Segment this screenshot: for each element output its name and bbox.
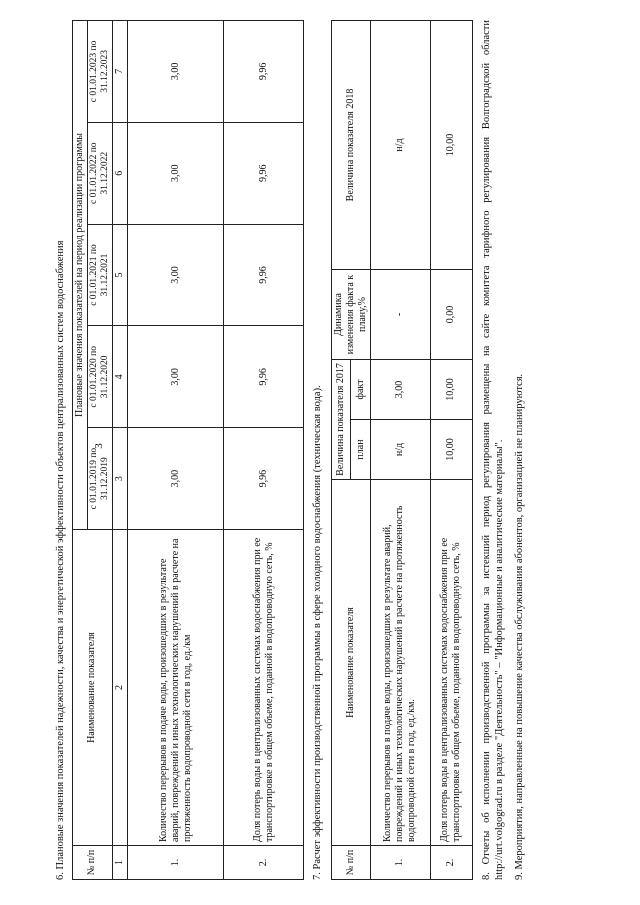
section7-table (331, 20, 473, 880)
page-number: 3 (92, 443, 105, 449)
row-fact: 10,00 (430, 360, 472, 420)
row-number: 2. (430, 846, 472, 880)
row-2018: н/д (370, 21, 430, 270)
row-number: 1. (128, 846, 224, 880)
row-name: Количество перерывов в подаче воды, произошедших в результате аварий, повреждений и иных технологических нарушений в расчете на протяженность водопроводной сети в год, ед./км. (370, 480, 430, 846)
row-plan: н/д (370, 420, 430, 480)
col-no-header: № п/п (331, 846, 370, 880)
section6-table (72, 20, 305, 880)
index-cell: 5 (113, 224, 128, 326)
row-name: Количество перерывов в подаче воды, произошедших в результате аварий, повреждений и иных технологических нарушений в расчете на протяженность водопроводной сети в год, ед./км (128, 530, 224, 846)
page-content (55, 20, 595, 880)
table-row (128, 21, 224, 880)
col-group-header: Плановые значения показателей на период реализации программы (72, 21, 87, 530)
row-value: 9,96 (224, 326, 304, 428)
table-row (430, 21, 472, 880)
index-row (113, 21, 128, 880)
table-row (224, 21, 304, 880)
index-cell: 2 (113, 530, 128, 846)
period-header: с 01.01.2019 по 31.12.2019 (87, 428, 113, 530)
index-cell: 3 (113, 428, 128, 530)
period-header: с 01.01.2023 по 31.12.2023 (87, 21, 113, 123)
col-dynamics-header: Динамика изменения факта к плану,% (331, 270, 370, 360)
row-value: 9,96 (224, 428, 304, 530)
col-no-header: № п/п (72, 846, 113, 880)
row-value: 3,00 (128, 21, 224, 123)
row-number: 2. (224, 846, 304, 880)
index-cell: 1 (113, 846, 128, 880)
row-value: 3,00 (128, 428, 224, 530)
row-value: 3,00 (128, 122, 224, 224)
row-fact: 3,00 (370, 360, 430, 420)
row-2018: 10,00 (430, 21, 472, 270)
row-name: Доля потерь воды в централизованных системах водоснабжения при ее транспортировке в общем объеме, поданной в водопроводную сеть, % (224, 530, 304, 846)
period-header: с 01.01.2020 по 31.12.2020 (87, 326, 113, 428)
index-cell: 6 (113, 122, 128, 224)
row-value: 3,00 (128, 224, 224, 326)
col-2018-header: Величина показателя 2018 (331, 21, 370, 270)
section8-text: 8. Отчеты об исполнении производственной программы за истекший период регулирования размещены на сайте комитета тарифного регулирования Волгоградской области http://urt.volgograd.ru в разделе "Деятельность" – "Информационные и аналитические материалы". (480, 20, 505, 880)
col-2017-header: Величина показателя 2017 (331, 360, 351, 480)
period-header: с 01.01.2021 по 31.12.2021 (87, 224, 113, 326)
period-header: с 01.01.2022 по 31.12.2022 (87, 122, 113, 224)
index-cell: 4 (113, 326, 128, 428)
row-value: 9,96 (224, 21, 304, 123)
col-fact-header: факт (351, 360, 371, 420)
col-name-header: Наименование показателя (331, 480, 370, 846)
table-row (370, 21, 430, 880)
row-value: 9,96 (224, 122, 304, 224)
index-cell: 7 (113, 21, 128, 123)
row-number: 1. (370, 846, 430, 880)
row-value: 9,96 (224, 224, 304, 326)
section7-heading: 7. Расчет эффективности производственной программы в сфере холодного водоснабжения (техническая вода). (312, 385, 324, 880)
section9-text: 9. Мероприятия, направленные на повышение качества обслуживания абонентов, организацией не планируются. (514, 373, 526, 880)
col-name-header: Наименование показателя (72, 530, 113, 846)
row-dynamics: 0,00 (430, 270, 472, 360)
row-value: 3,00 (128, 326, 224, 428)
row-dynamics: - (370, 270, 430, 360)
col-plan-header: план (351, 420, 371, 480)
section6-heading: 6. Плановые значения показателей надежности, качества и энергетической эффективности объектов централизованных систем водоснабжения (55, 240, 66, 880)
row-plan: 10,00 (430, 420, 472, 480)
row-name: Доля потерь воды в централизованных системах водоснабжения при ее транспортировке в общем объеме, поданной в водопроводную сеть, % (430, 480, 472, 846)
